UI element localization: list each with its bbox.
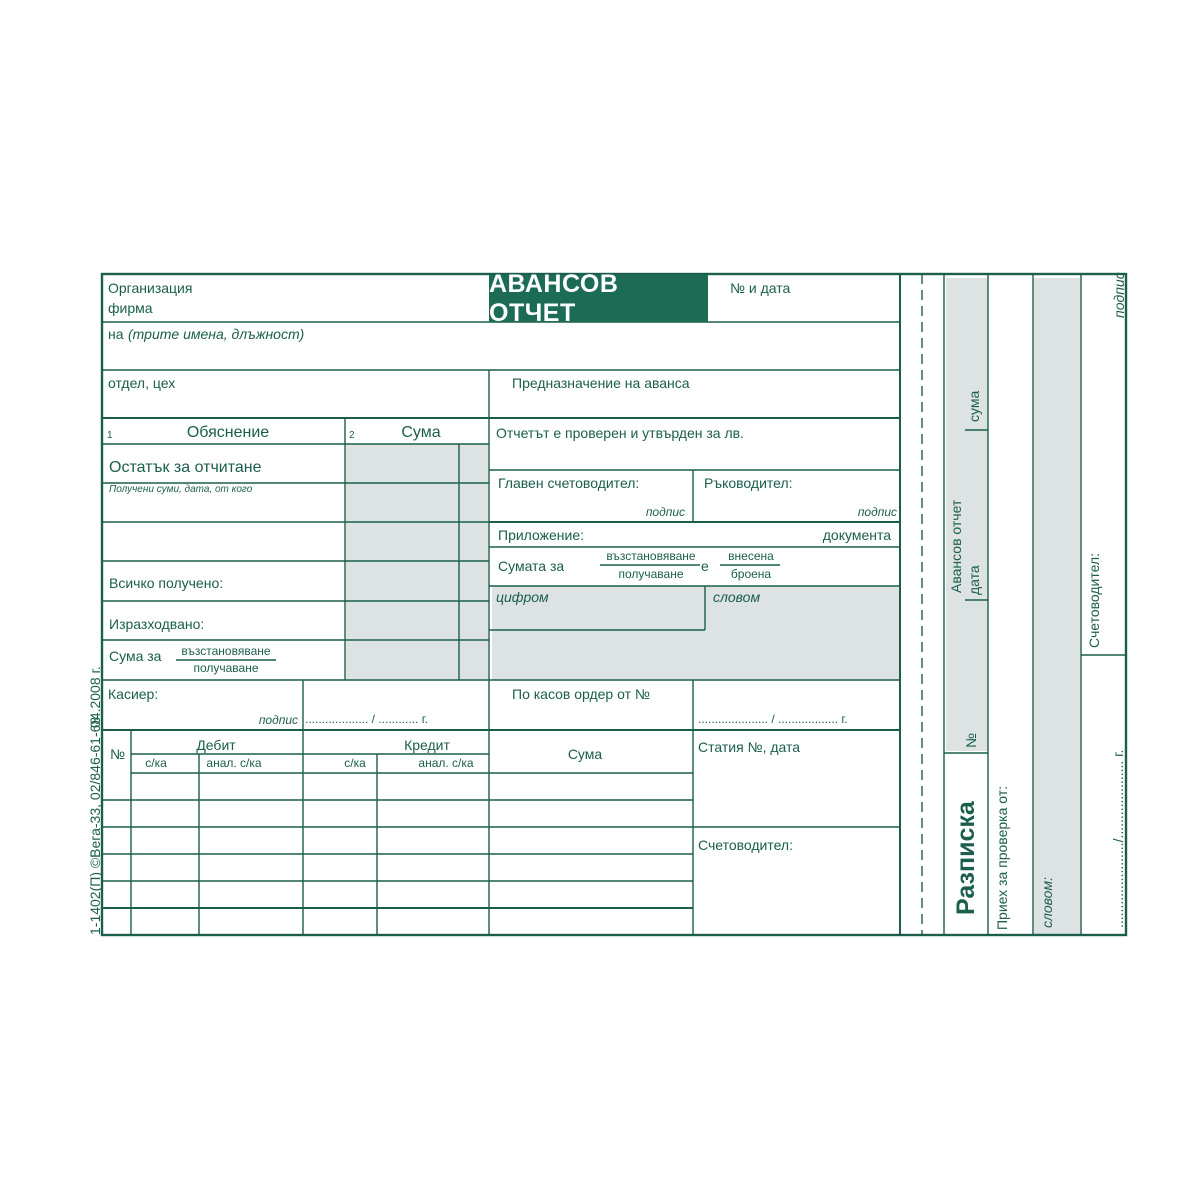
cash-order-label: По касов ордер от № (512, 686, 650, 702)
receipt-sum-label: сума (966, 390, 982, 422)
amount-restore: възстановяване (606, 549, 696, 563)
amount-for-label: Сумата за (498, 558, 565, 574)
in-words-label: словом (713, 589, 761, 605)
amount-header: Сума (401, 424, 441, 441)
firm-label: фирма (108, 300, 153, 316)
column-1-number: 1 (107, 430, 113, 441)
debit-header: Дебит (196, 737, 236, 753)
receipt-title: Разписка (952, 801, 980, 915)
table-number-header: № (110, 746, 126, 762)
form-print-date: 04.2008 г. (87, 666, 103, 728)
sum-for-restore: възстановяване (181, 644, 271, 658)
in-digits-label: цифром (496, 589, 549, 605)
debit-analytic-header: анал. с/ка (206, 756, 262, 770)
counted-label: броена (730, 567, 772, 581)
receipt-received-from: Приех за проверка от: (994, 785, 1010, 930)
table-sum-header: Сума (567, 746, 603, 762)
is-label: е (701, 558, 709, 574)
cash-order-date-line: ..................... / .................. г. (698, 712, 848, 726)
advance-purpose-label: Предназначение на аванса (512, 375, 690, 391)
receipt-number-label: № (963, 732, 979, 748)
cashier-date-line: ................... / ............ г. (305, 712, 428, 726)
receipt-date-line: ....................../.................... г. (1110, 749, 1126, 928)
cashier-signature-label: подпис (258, 713, 298, 727)
department-label: отдел, цех (108, 375, 176, 391)
chief-accountant-label: Главен счетоводител: (498, 475, 640, 491)
column-2-number: 2 (349, 430, 355, 441)
number-date-label: № и дата (730, 280, 791, 296)
recipient-hint: (трите имена, длъжност) (128, 326, 305, 342)
receipt-in-words: словом: (1039, 877, 1055, 928)
total-received-label: Всичко получено: (109, 575, 224, 591)
debit-account-header: с/ка (145, 756, 167, 770)
form-code: 1-1402(П) ©Вега-33, 02/846-61-68 (87, 716, 103, 935)
documents-label: документа (822, 527, 891, 543)
deposited-label: внесена (728, 549, 774, 563)
chief-accountant-signature: подпис (645, 505, 685, 519)
article-date-label: Статия №, дата (698, 739, 801, 755)
receipt-signature-label: подпис (1111, 272, 1127, 318)
receipt-advance-report: Авансов отчет (948, 499, 964, 593)
receipt-date-label: дата (966, 565, 982, 595)
manager-signature: подпис (857, 505, 897, 519)
attachment-label: Приложение: (498, 527, 585, 543)
form-title: АВАНСОВ ОТЧЕТ (489, 275, 708, 322)
sum-for-label: Сума за (109, 648, 162, 664)
received-amounts-hint: Получени суми, дата, от кого (109, 484, 253, 495)
credit-analytic-header: анал. с/ка (418, 756, 474, 770)
organization-label: Организация (108, 280, 193, 296)
remaining-label: Остатък за отчитане (109, 459, 262, 476)
sum-for-receive: получаване (193, 661, 259, 675)
manager-label: Ръководител: (704, 475, 793, 491)
credit-header: Кредит (404, 737, 450, 753)
credit-account-header: с/ка (344, 756, 366, 770)
explanation-header: Обяснение (186, 424, 270, 441)
spent-label: Изразходвано: (109, 616, 205, 632)
amount-receive: получаване (618, 567, 684, 581)
accountant-label: Счетоводител: (698, 837, 793, 853)
recipient-prefix: на (108, 326, 124, 342)
cashier-label: Касиер: (108, 686, 159, 702)
receipt-accountant-label: Счетоводител: (1086, 553, 1102, 648)
verified-label: Отчетът е проверен и утвърден за лв. (496, 425, 744, 441)
